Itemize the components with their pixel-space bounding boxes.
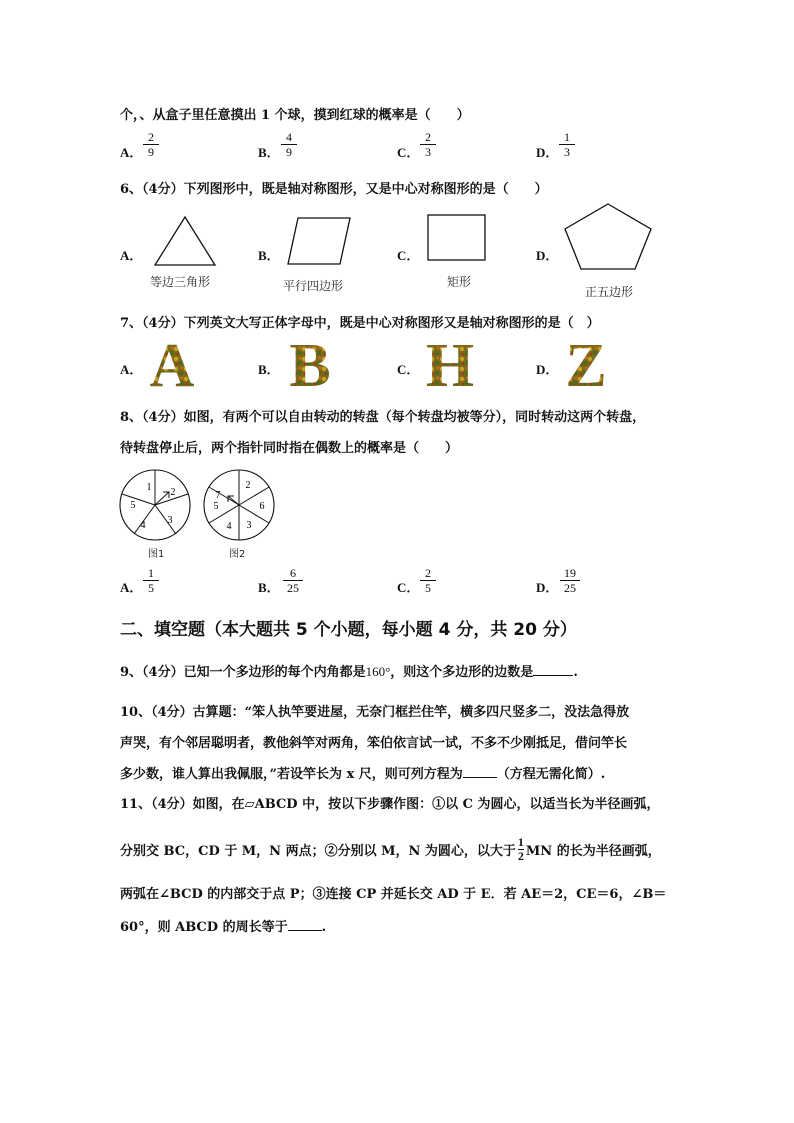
letter-b-figure [282, 336, 338, 392]
q8-fraction-d: $\frac{19}{25}$ [560, 566, 580, 595]
q6-label-d: D． [536, 248, 559, 263]
q8-stem-line2: 待转盘停止后，两个指针同时指在偶数上的概率是（ ） [120, 441, 459, 456]
spinner-2-number: 4 [226, 521, 232, 532]
q7-label-d: D． [536, 362, 559, 377]
q6-stem: 6、（4分）下列图形中，既是轴对称图形，又是中心对称图形的是（ ） [120, 182, 548, 197]
q10-line1: 10、（4分）古算题：“笨人执竿要进屋，无奈门框拦住竿，横多四尺竖多二，没法急得放 [120, 705, 630, 720]
q5-fraction-c: $\frac{2}{3}$ [420, 130, 436, 159]
q9-answer-blank [533, 663, 573, 676]
spinner-2-number: 3 [246, 520, 252, 531]
regular-pentagon-figure [562, 202, 654, 272]
spinner-1-number: 3 [167, 515, 173, 526]
equilateral-triangle-figure [152, 214, 218, 268]
svg-text:H: H [425, 336, 475, 392]
q5-fraction-b: $\frac{4}{9}$ [281, 130, 297, 159]
spinner-2-number: 7 [215, 490, 221, 501]
q8-stem-line1: 8、（4分）如图，有两个可以自由转动的转盘（每个转盘均被等分），同时转动这两个转盘， [120, 410, 646, 425]
rectangle-figure [427, 214, 487, 262]
q6-label-a: A． [120, 248, 143, 263]
spinner-2-figure [202, 468, 277, 543]
spinner-1-number: 5 [130, 500, 136, 511]
letter-h-figure [420, 336, 480, 392]
spinner-1-number: 2 [170, 487, 176, 498]
q10-line2: 声哭，有个邻居聪明者，教他斜竿对两角，笨伯依言试一试，不多不少刚抵足，借问竿长 [120, 736, 628, 751]
spinner-1-caption: 图1 [148, 549, 165, 560]
q6-caption-c: 矩形 [447, 275, 472, 289]
q11-line2: 分别交 BC，CD 于 M，N 两点；②分别以 M，N 为圆心，以大于 $\frac{1}{2}$ MN 的长为半径画弧， [120, 835, 661, 863]
svg-text:A: A [149, 336, 195, 392]
svg-text:B: B [289, 336, 331, 392]
letter-z-figure [558, 336, 614, 392]
q8-fraction-a: $\frac{1}{5}$ [143, 566, 159, 595]
q7-label-a: A． [120, 362, 143, 377]
q6-caption-d: 正五边形 [585, 285, 634, 299]
letter-a-figure [144, 336, 200, 392]
q7-label-c: C． [397, 362, 420, 377]
q6-caption-b: 平行四边形 [283, 279, 344, 293]
q5-stem: 个，、从盒子里任意摸出 1 个球，摸到红球的概率是（ ） [120, 108, 470, 123]
spinner-2-number: 6 [259, 501, 265, 512]
parallelogram-figure [284, 215, 354, 267]
spinner-1-figure [118, 468, 193, 543]
q11-line3: 两弧在∠BCD 的内部交于点 P；③连接 CP 并延长交 AD 于 E．若 AE＝2，CE＝6，∠B＝ [120, 887, 667, 902]
spinner-2-number: 2 [245, 480, 251, 491]
q6-caption-a: 等边三角形 [150, 275, 211, 289]
q7-stem: 7、（4分）下列英文大写正体字母中，既是中心对称图形又是轴对称图形的是（ ） [120, 316, 600, 331]
svg-text:Z: Z [565, 336, 607, 392]
q6-label-b: B． [258, 248, 280, 263]
q10-answer-blank [463, 765, 497, 778]
q11-line4: 60°，则 ABCD 的周长等于 . [120, 920, 327, 935]
q8-fraction-c: $\frac{2}{5}$ [420, 566, 436, 595]
section-2-heading: 二、填空题（本大题共 5 个小题，每小题 4 分，共 20 分） [120, 620, 577, 640]
q9-text: 9、（4分）已知一个多边形的每个内角都是160°，则这个多边形的边数是 . [120, 664, 578, 680]
spinner-2-number: 5 [213, 501, 219, 512]
q11-line1: 11、（4分）如图，在▱ABCD 中，按以下步骤作图：①以 C 为圆心，以适当长为半径画弧， [120, 797, 660, 812]
q10-line3: 多少数，谁人算出我佩服，”若设竿长为 x 尺，则可列方程为 （方程无需化简）. [120, 767, 606, 782]
spinner-1-number: 1 [146, 482, 152, 493]
spinner-1-number: 4 [140, 520, 146, 531]
q5-fraction-d: $\frac{1}{3}$ [559, 130, 575, 159]
q6-label-c: C． [397, 248, 420, 263]
spinner-2-caption: 图2 [229, 549, 246, 560]
q7-label-b: B． [258, 362, 280, 377]
q5-fraction-a: $\frac{2}{9}$ [143, 130, 159, 159]
q11-half-fraction: $\frac{1}{2}$ [517, 835, 524, 863]
q8-fraction-b: $\frac{6}{25}$ [283, 566, 303, 595]
q11-answer-blank [288, 918, 322, 931]
